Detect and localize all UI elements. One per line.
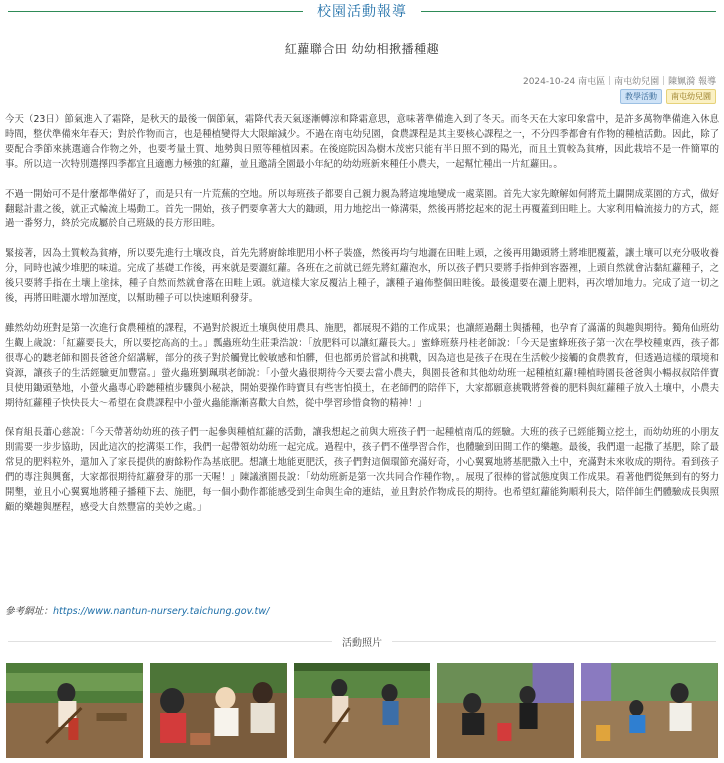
article-meta: 2024-10-24 南屯區｜南屯幼兒園｜陳姵漪 報導 [522,77,716,87]
reference [5,603,269,617]
header-rule-right [421,11,716,12]
tag-school[interactable]: 南屯幼兒園 [666,89,716,104]
article-title: 紅蘿聯合田 幼幼相揪播種趣 [284,42,440,56]
reference-link[interactable]: https://www.nantun-nursery.taichung.gov.tw/ [52,606,270,617]
photo-rule-right [392,641,716,642]
section-title: 校園活動報導 [317,4,407,20]
paragraph: 保育組長蕭心慈說：「今天帶著幼幼班的孩子們一起參與種植紅蘿的活動，讓我想起之前與大班孩子們一起種植南瓜的經驗。大班的孩子已經能獨立挖土，而幼幼班的小朋友則需要一步步協助，因此這次的挖溝渠工作，我們一起帶領幼幼班一起完成。過程中，孩子們不僅學習合作，也體驗到田間工作的樂趣。最後，我們還一起撒了基肥，除了最常見的肥料粒外，還加入了家長提供的廚餘粉作為基底肥。想讓土地能更肥沃，孩子們對這個環節充滿好奇，小心翼翼地將基肥撒入土中，充滿對未來收成的期待。看到孩子們的專注與興奮，大家都很期待紅蘿發芽的那一天喔！」陳議濱園長說：「幼幼班新是第一次共同合作種作物，。展現了很棒的嘗試態度與工作成果。看著他們從無到有的努力開墾，並且小心翼翼地將種子播種下去、施肥，每一個小動作都能感受到生命與生命的連結，並且對於作物成長的期待。也希望紅蘿能夠順利長大，陪伴師生們體驗成長與照顧的樂趣與歷程，感受大自然豐富的美妙之處。」 [5,427,719,513]
activity-photo-3[interactable] [294,663,431,758]
article-body [5,113,719,531]
paragraph: 雖然幼幼班對是第一次進行食農種植的課程，不過對於親近土壤與使用農具、施肥，都展現不錯的工作成果；也讓經過翻土與播種，也孕育了滿滿的與趣與期待。獨角仙班幼生觀上歲說：「紅蘿要長大，所以要挖高高的土。」瓢蟲班幼生莊秉浩說：「放肥料可以讓紅蘿長大。」蜜蜂班蔡丹桂老師說：「今天是蜜蜂班孩子第一次在學校種東西，孩子都很專心的聽老師和園長爸爸介紹講解，部分的孩子對於觸覺比較敏感和怕髒，但也都勇於嘗試和挑戰，因為這也是孩子在現在生活較少接觸的食農教育，但透過這樣的環境和資源，讓孩子的生活經驗更加豐富。」螢火蟲班劉珮琪老師說：「小螢火蟲很期待今天要去當小農夫，與園長爸和其他幼幼班一起種植紅蘿!種植時園長爸爸與小暢叔叔陪伴寶貝使用鋤頭墊地，小螢火蟲專心聆聽種植步驟與小秘訣，開始要操作時寶貝有些害怕摸土，在老師們的陪伴下，大家都願意挑戰將營養的肥料與紅蘿種子放入土壤中，小農夫期待紅蘿種子快快長大～希望在食農課程中小螢火蟲能漸漸喜歡大自然，從中學習珍惜食物的精神！」 [5,322,719,409]
section-header [0,0,724,22]
activity-photo-5[interactable] [581,663,718,758]
reference-label: 參考網址： [5,606,53,617]
photo-rule-left [8,641,332,642]
paragraph: 緊接著，因為土質較為貧瘠，所以要先進行土壤改良，首先先將廚餘堆肥用小杯子裝盛，然後再均勻地灑在田畦上頭，之後再用鋤頭將土將堆肥覆蓋，讓土壤可以充分吸收養分，同時也減少堆肥的味道。完成了基礎工作後，再來就是要灑紅蘿。各班在之前就已經先將紅蘿泡水，所以孩子們只要將手指伸到容器裡，上頭自然就會沾黏紅蘿種子，之後只要將手指在土壤上塗抹，種子自然而然就會落在田畦上頭。就這樣大家反覆沾上種子，讓種子遍佈整個田畦後。最後還要在灑上肥料，再次增加地力。完成了這一切之後，再將田畦灑水增加溼度，以幫助種子可以快速順利發芽。 [5,248,719,305]
photo-gallery [6,663,718,758]
header-rule-left [8,11,303,12]
photo-section-header [0,634,724,649]
paragraph: 今天（23日）節氣進入了霜降，是秋天的最後一個節氣，霜降代表天氣逐漸轉涼和降霜意思，意味著準備進入到了冬天。而冬天在大家印象當中，是許多萬物準備進入休息時間，整伏準備來年春天；對於作物而言，也是種植變得大大限縮減少。不過在南屯幼兒園，食農課程是其主要核心課程之一，不分四季都會有作物的種植活動。因此，除了要配合季節來挑選適合作物之外，也要考量土質、地勢與日照等種植因素。在後庭院因為樹木茂密只能有半日照不到的陽光，而且土質較為貧瘠，因此栽培不是一件簡單的事。所以這一次特別選擇四季都宜且適應力極強的紅蘿，並且邀請全園最小年紀的幼幼班新來種任小農夫，一起幫忙種出一片紅蘿田。。 [5,114,719,170]
photo-section-title: 活動照片 [342,638,382,649]
tag-teaching[interactable]: 教學活動 [620,89,662,104]
activity-photo-1[interactable] [6,663,143,758]
paragraph: 不過一開始可不是什麼都準備好了，而是只有一片荒蕪的空地。所以每班孩子都要自己親力親為將這塊地變成一處菜園。首先大家先瞭解如何將荒土闢開成菜園的方式，做好翻鬆計畫之後，就正式輪流上場動工。首先一開始，孩子們要拿著大大的鋤頭，用力地挖出一條溝渠，然後再將挖起來的泥土再覆蓋到田畦上。大家利用輪流接力的方式，經過一番努力，終於完成屬於自己班級的長方形田畦。 [5,188,719,230]
activity-photo-4[interactable] [437,663,574,758]
tag-list [620,89,716,104]
activity-photo-2[interactable] [150,663,287,758]
